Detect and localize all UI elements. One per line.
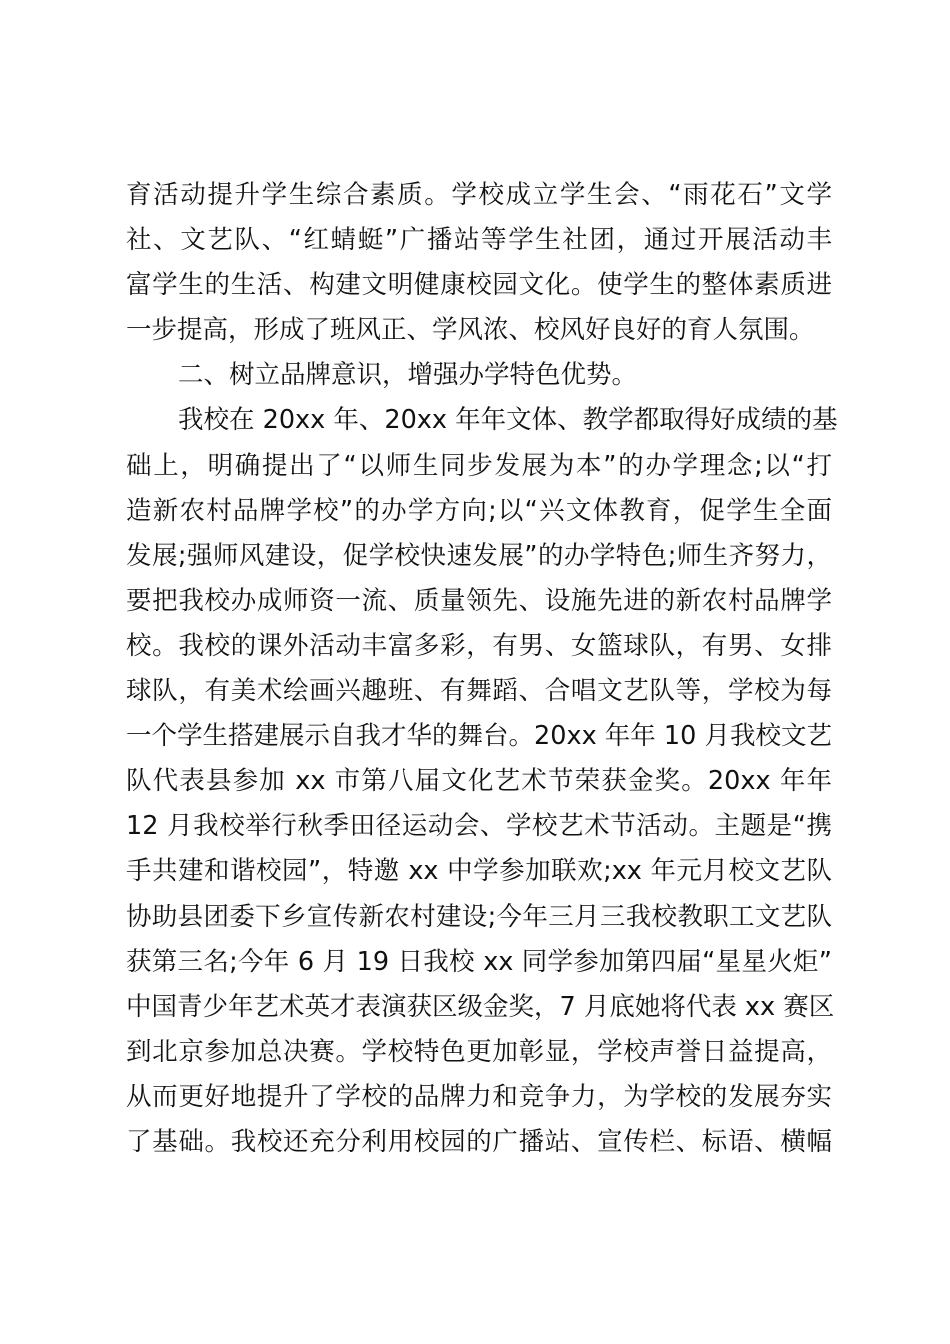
text-line: 12 月我校举行秋季田径运动会、学校艺术节活动。主题是“携 bbox=[126, 811, 832, 842]
text-line: 到北京参加总决赛。学校特色更加彰显，学校声誉日益提高， bbox=[126, 1036, 832, 1067]
text-line: 了基础。我校还充分利用校园的广播站、宣传栏、标语、横幅 bbox=[126, 1126, 832, 1157]
body-text bbox=[126, 173, 838, 1165]
text-line: 手共建和谐校园”，特邀 xx 中学参加联欢;xx 年元月校文艺队 bbox=[126, 856, 832, 887]
text-line: 中国青少年艺术英才表演获区级金奖，7 月底她将代表 xx 赛区 bbox=[126, 991, 835, 1022]
text-line: 富学生的生活、构建文明健康校园文化。使学生的整体素质进 bbox=[126, 270, 832, 301]
text-line: 一步提高，形成了班风正、学风浓、校风好良好的育人氛围。 bbox=[126, 315, 815, 346]
text-line: 发展;强师风建设，促学校快速发展”的办学特色;师生齐努力， bbox=[126, 540, 832, 571]
text-line: 队代表县参加 xx 市第八届文化艺术节荣获金奖。20xx 年年 bbox=[126, 766, 832, 797]
section-heading: 二、树立品牌意识，增强办学特色优势。 bbox=[178, 360, 638, 391]
text-line: 育活动提升学生综合素质。学校成立学生会、“雨花石”文学 bbox=[126, 180, 832, 210]
text-line: 社、文艺队、“红蜻蜓”广播站等学生社团，通过开展活动丰 bbox=[126, 225, 832, 256]
text-line: 从而更好地提升了学校的品牌力和竞争力，为学校的发展夯实 bbox=[126, 1081, 832, 1112]
text-line: 一个学生搭建展示自我才华的舞台。20xx 年年 10 月我校文艺 bbox=[126, 721, 832, 752]
text-line: 础上，明确提出了“以师生同步发展为本”的办学理念;以“打 bbox=[126, 450, 832, 481]
text-line: 造新农村品牌学校”的办学方向;以“兴文体教育，促学生全面 bbox=[126, 495, 832, 526]
text-line: 协助县团委下乡宣传新农村建设;今年三月三我校教职工文艺队 bbox=[126, 901, 832, 932]
text-line: 我校在 20xx 年、20xx 年年文体、教学都取得好成绩的基 bbox=[178, 405, 838, 436]
text-line: 要把我校办成师资一流、质量领先、设施先进的新农村品牌学 bbox=[126, 585, 832, 616]
text-line: 获第三名;今年 6 月 19 日我校 xx 同学参加第四届“星星火炬” bbox=[126, 946, 832, 977]
text-line: 球队，有美术绘画兴趣班、有舞蹈、合唱文艺队等，学校为每 bbox=[126, 676, 832, 707]
text-line: 校。我校的课外活动丰富多彩，有男、女篮球队，有男、女排 bbox=[126, 630, 832, 661]
